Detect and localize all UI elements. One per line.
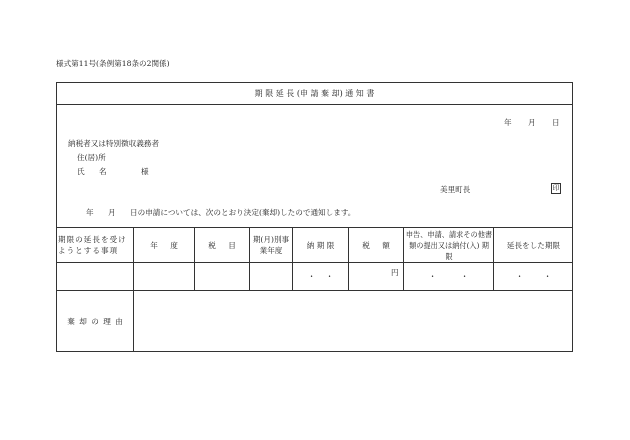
header-period: 期(月)別事業年度 [252, 235, 290, 255]
header-extended: 延長をした期限 [506, 240, 561, 250]
reason-label: 棄 却 の 理 由 [67, 317, 124, 326]
row-due-date: ・ ・ [307, 272, 334, 281]
row-extended: ・ ・ [515, 272, 552, 281]
title-divider [56, 104, 573, 105]
header-subject: 期限の延長を受けようとする事項 [58, 235, 127, 255]
notice-sentence: 年 月 日の申請については、次のとおり決定(棄却)したので通知します。 [86, 208, 356, 217]
header-submission: 申告、申請、請求その他書類の提出又は納付(入) 期 限 [405, 229, 493, 261]
address-label: 住(居)所 [77, 153, 106, 162]
name-label: 氏 名 [77, 167, 107, 176]
header-year: 年 度 [150, 240, 178, 250]
form-title: 期 限 延 長 (申 請 棄 却) 通 知 書 [254, 89, 375, 98]
reason-field[interactable] [134, 291, 572, 351]
header-tax-item: 税 目 [208, 240, 236, 250]
row-submission: ・ ・ [428, 272, 469, 281]
header-amount: 税 額 [362, 240, 390, 250]
header-due-date: 納 期 限 [306, 240, 335, 250]
form-number: 様式第11号(条例第18条の2関係) [56, 59, 170, 68]
honorific: 様 [141, 167, 149, 176]
issuer: 美里町長 [440, 185, 471, 194]
date-line: 年 月 日 [504, 118, 560, 127]
seal-stamp: 印 [552, 184, 560, 192]
row-amount-unit: 円 [391, 268, 399, 277]
addressee-heading: 納税者又は特別徴収義務者 [68, 139, 160, 148]
